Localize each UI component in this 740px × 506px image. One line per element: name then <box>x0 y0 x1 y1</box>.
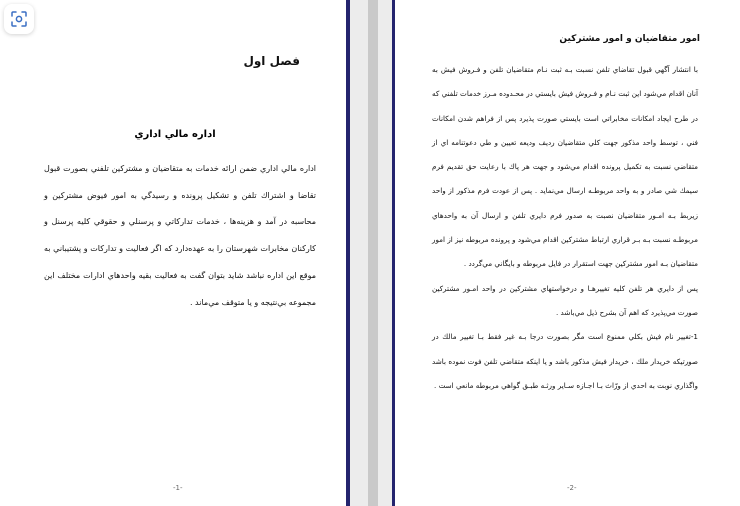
document-page-left <box>0 0 350 506</box>
chapter-title: فصل اول <box>243 54 300 68</box>
body-text <box>432 58 698 398</box>
section-heading: امور متقاضيان و امور مشتركين <box>559 34 700 44</box>
paragraph: اداره مالي اداري ضمن ارائه خدمات به متقاضيان و مشتركين تلفني بصورت قبول تقاضا و اشتراك تلفن و تشكيل پرونده و رسيدگي به امور فيوض مشتركين و محاسبه در آمد و هزينه‌ها ، خدمات تداركاتي و پرسنلي و حقوقي كليه پرسنل و كاركنان مخابرات شهرستان را به عهده‌دارد كه اگر فعاليت و تداركات و پشتيباني به موقع اين اداره نباشد شايد بتوان گفت به فعاليت بقيه واحدهاي ادارات مختلف اين مجموعه بي‌نتيجه و يا متوقف مي‌ماند . <box>44 164 316 307</box>
paragraph: پس از دايري هر تلفن كليه تغييرهـا و درخواستهاي مشتركين در واحد امـور مشتركين صورت مي‌پذيرد كه اهم آن بشرح ذيل مي‌باشد . <box>432 283 698 317</box>
page-edge-bar-right <box>392 0 395 506</box>
page-edge-bar-left <box>346 0 350 506</box>
page-number: -2- <box>567 484 577 492</box>
document-page-right <box>394 0 740 506</box>
page-gap-stripe <box>368 0 378 506</box>
paragraph: 1-تغيير نام فيش بكلي ممنوع است مگر بصورت درجا بـه غير فقط بـا تغيير مالك در صورتيكه خريدار ملك ، خريدار فيش مذكور باشد و يا اينكه متقاضي تلفن فوت نموده باشد واگذاري نوبت به احدي از ورّاث بـا اجـازه سـاير ورثـه طبـق گواهي مربوطه مانعي است . <box>432 332 698 390</box>
paragraph: با انتشار آگهي قبول تقاضاي تلفن نسبت بـه ثبت نـام متقاضيان تلفن و فـروش فيش به آنان اقدام مي‌شود اين ثبت نـام و فـروش فيش بايستي در محـدوده مـرز خدمات تلفني كه در طرح ايجاد امكانات مخابراتي است بايستي صورت پذيرد پس از فراهم شدن امكانات فني ، توسط واحد مذكور جهت كلي متقاضيان رديف وديعه تعيين و طي دعوتنامه اي از متقاضي نسبت به تكميل پرونده اقدام مي‌شود و جهت هر پاك با رعايت حق تقديم فرم سيمك شي صادر و به واحد مربوطـه ارسال مي‌نمايد . پس از عودت فرم مذكور از واحد زيربط بـه امـور متقاضيان نصبت به صدور فرم دايري تلفن و ارسال آن به واحدهاي مربوطـه نسبت بـه بـر قراري ارتباط مشتركين اقدام مي‌شود و پرونده مربوطه نيز از امور متقاضيان بـه امور مشتركين جهت استقرار در فايل مربوطه و بايگاني مي‌گردد . <box>432 65 698 269</box>
page-number: -1- <box>173 484 183 492</box>
scan-button[interactable] <box>4 4 34 34</box>
scan-icon <box>11 11 27 27</box>
section-title: اداره مالي اداري <box>134 129 216 140</box>
